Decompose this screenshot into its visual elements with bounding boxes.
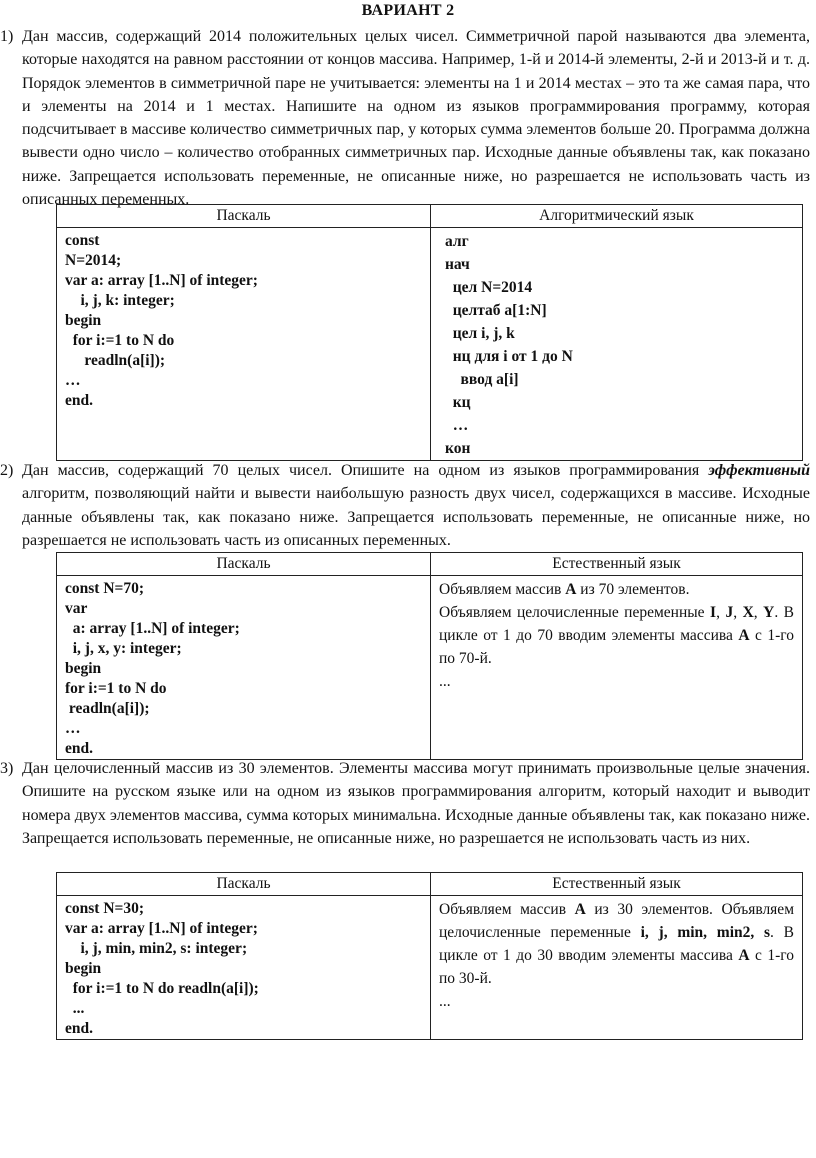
algorithmic-code: алг нач цел N=2014 целтаб a[1:N] цел i, j, k нц для i от 1 до N ввод a[i] кц … кон bbox=[445, 233, 573, 457]
pascal-code: const N=2014; var a: array [1..N] of integer; i, j, k: integer; begin for i:=1 to N do readln(a[i]); … end. bbox=[65, 232, 258, 409]
column-header: Паскаль bbox=[57, 553, 431, 576]
pascal-code: const N=70; var a: array [1..N] of integer; i, j, x, y: integer; begin for i:=1 to N do readln(a[i]); … end. bbox=[65, 580, 240, 757]
natural-language-description: Объявляем массив A из 30 элементов. Объявляем целочисленные переменные i, j, min, min2, s. В цикле от 1 до 30 вводим элементы массива A с 1-го по 30-й. ... bbox=[439, 901, 794, 1010]
task-text: Дан массив, содержащий 70 целых чисел. Опишите на одном из языков программирования эффективный алгоритм, позволяющий найти и вывести наибольшую разность двух чисел, содержащихся в массиве. Исходные данные объявлены так, как показано ниже. Запрещается использовать переменные, не описанные ниже, но разрешается не использовать часть из описанных переменных. bbox=[22, 462, 810, 549]
task-text: Дан массив, содержащий 2014 положительных целых чисел. Симметричной парой называются два элемента, которые находятся на равном расстоянии от концов массива. Например, 1-й и 2014-й элементы, 2-й и 2013-й и т. д. Порядок элементов в симметричной паре не учитывается: элементы на 1 и 2014 местах – это та же самая пара, что и элементы на 2014 и 1 местах. Напишите на одном из языков программирования программу, которая подсчитывает в массиве количество симметричных пар, у которых сумма элементов больше 20. Программа должна вывести одно число – количество отобранных симметричных пар. Исходные данные объявлены так, как показано ниже. Запрещается использовать переменные, не описанные ниже, но разрешается не использовать часть из описанных переменных. bbox=[22, 28, 810, 209]
column-header: Алгоритмический язык bbox=[431, 205, 803, 228]
task-text: Дан целочисленный массив из 30 элементов. Элементы массива могут принимать произвольные целые значения. Опишите на русском языке или на одном из языков программирования алгоритм, который находит и выводит номера двух элементов массива, сумма которых минимальна. Исходные данные объявлены так, как показано ниже. Запрещается использовать переменные, не описанные ниже, но разрешается не использовать часть из них. bbox=[22, 760, 810, 847]
code-table bbox=[56, 204, 803, 461]
pascal-code: const N=30; var a: array [1..N] of integer; i, j, min, min2, s: integer; begin for i:=1 to N do readln(a[i]); ... end. bbox=[65, 900, 259, 1037]
code-table bbox=[56, 552, 803, 760]
column-header: Паскаль bbox=[57, 205, 431, 228]
column-header: Естественный язык bbox=[431, 873, 803, 896]
natural-language-description: Объявляем массив A из 70 элементов. Объявляем целочисленные переменные I, J, X, Y. В цикле от 1 до 70 вводим элементы массива A с 1-го по 70-й. ... bbox=[439, 581, 795, 690]
task-number: 3) bbox=[0, 760, 14, 777]
page-title: ВАРИАНТ 2 bbox=[361, 2, 455, 19]
emphasis-text: эффективный bbox=[708, 462, 810, 479]
column-header: Паскаль bbox=[57, 873, 431, 896]
code-table bbox=[56, 872, 803, 1040]
task-number: 2) bbox=[0, 462, 14, 479]
task-number: 1) bbox=[0, 28, 14, 45]
column-header: Естественный язык bbox=[431, 553, 803, 576]
